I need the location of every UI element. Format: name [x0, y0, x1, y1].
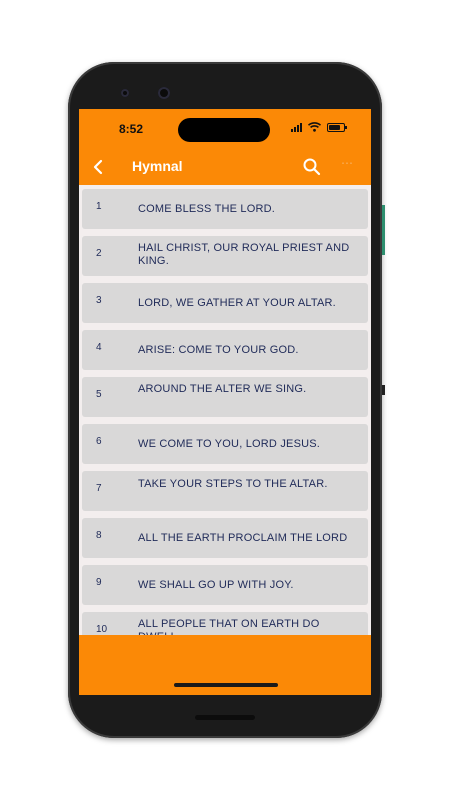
list-item[interactable] [82, 330, 368, 370]
app-screen [79, 109, 371, 695]
list-item[interactable] [82, 236, 368, 276]
hymn-number: 1 [96, 201, 102, 212]
hymn-number: 3 [96, 295, 102, 306]
hymn-title: TAKE YOUR STEPS TO THE ALTAR. [138, 478, 328, 490]
home-indicator[interactable] [174, 683, 278, 687]
hymn-number: 9 [96, 577, 102, 588]
hymn-number: 10 [96, 624, 108, 635]
hymn-title: ALL THE EARTH PROCLAIM THE LORD [138, 532, 348, 544]
hymn-number: 6 [96, 436, 102, 447]
search-icon[interactable] [301, 156, 323, 178]
status-time: 8:52 [119, 122, 144, 136]
list-item[interactable] [82, 471, 368, 511]
hymn-title: WE COME TO YOU, LORD JESUS. [138, 438, 321, 450]
list-item[interactable] [82, 518, 368, 558]
power-button [382, 205, 385, 255]
wifi-icon [308, 122, 321, 132]
bottom-bar [79, 635, 371, 695]
more-vert-icon[interactable]: ⋯ [341, 156, 354, 170]
list-item[interactable] [82, 377, 368, 417]
hymn-title: ALL PEOPLE THAT ON EARTH DO [138, 618, 320, 630]
arrow-back-icon[interactable] [87, 155, 111, 179]
status-icons [291, 122, 345, 132]
hymn-title: ARISE: COME TO YOUR GOD. [138, 344, 299, 356]
status-bar [79, 109, 371, 149]
dynamic-island [178, 118, 270, 142]
hymn-title: AROUND THE ALTER WE SING. [138, 383, 307, 395]
hymn-title: WE SHALL GO UP WITH JOY. [138, 579, 294, 591]
hymn-number: 7 [96, 483, 102, 494]
page-title: Hymnal [132, 158, 183, 174]
speaker-grille [195, 715, 255, 720]
hymn-number: 5 [96, 389, 102, 400]
hymn-title: HAIL CHRIST, OUR ROYAL PRIEST AND KING. [138, 242, 350, 267]
hymn-number: 2 [96, 248, 102, 259]
front-sensor [121, 89, 129, 97]
signal-icon [291, 122, 302, 132]
hymn-title: LORD, WE GATHER AT YOUR ALTAR. [138, 297, 336, 309]
hymn-title: COME BLESS THE LORD. [138, 203, 276, 215]
hymn-number: 4 [96, 342, 102, 353]
volume-button [382, 385, 385, 395]
list-item[interactable] [82, 283, 368, 323]
list-item[interactable] [82, 565, 368, 605]
front-camera [158, 87, 170, 99]
hymn-number: 8 [96, 530, 102, 541]
list-item[interactable] [82, 424, 368, 464]
hymn-list [79, 185, 371, 635]
battery-icon [327, 123, 345, 132]
app-bar [79, 149, 371, 185]
list-item[interactable] [82, 189, 368, 229]
